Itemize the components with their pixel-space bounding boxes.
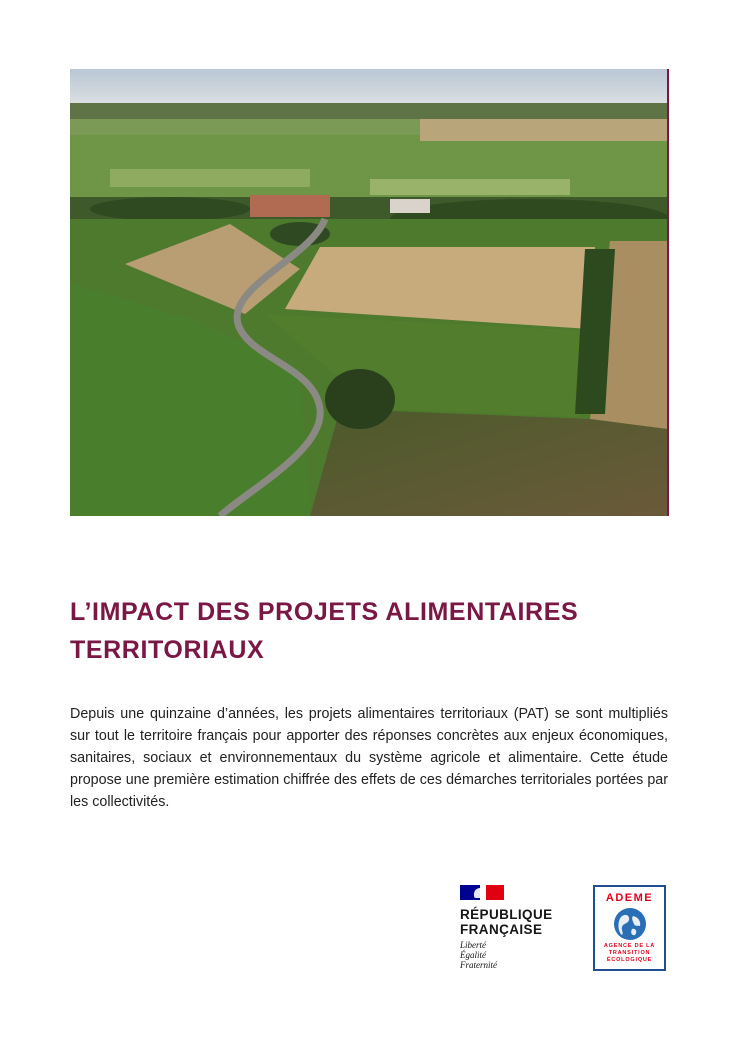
intro-paragraph: Depuis une quinzaine d’années, les projets alimentaires territoriaux (PAT) se sont multipliés sur tout le territoire français pour apporter des réponses concrètes aux enjeux économiques, sanitaires, sociaux et environnementaux du système agricole et alimentaire. Cette étude propose une première estimation chiffrée des effets de ces démarches territoriales portées par les collectivités. — [70, 706, 668, 810]
ademe-subtitle-line-2: TRANSITION — [608, 950, 651, 956]
marianne-flag-icon — [460, 885, 504, 900]
page-title-line-1: L’IMPACT DES PROJETS ALIMENTAIRES — [70, 598, 579, 626]
motto-liberte: Liberté — [460, 940, 486, 950]
aerial-farmland-photo — [70, 69, 667, 516]
republique-name-line-2: FRANÇAISE — [460, 922, 543, 937]
ademe-subtitle-line-1: AGENCE DE LA — [603, 943, 656, 949]
republique-name-line-1: RÉPUBLIQUE — [460, 907, 553, 922]
republique-francaise-logo — [460, 885, 580, 970]
motto-fraternite: Fraternité — [460, 960, 497, 970]
ademe-subtitle — [595, 943, 664, 964]
page-title — [70, 593, 670, 669]
republique-motto — [460, 940, 580, 970]
ademe-logo — [593, 885, 666, 971]
republique-name — [460, 907, 580, 937]
motto-egalite: Égalité — [460, 950, 486, 960]
ademe-name: ADEME — [605, 892, 654, 904]
page-title-line-2: TERRITORIAUX — [70, 636, 265, 664]
ademe-subtitle-line-3: ÉCOLOGIQUE — [606, 957, 653, 963]
cover-photo — [70, 69, 669, 516]
globe-icon — [613, 907, 647, 941]
